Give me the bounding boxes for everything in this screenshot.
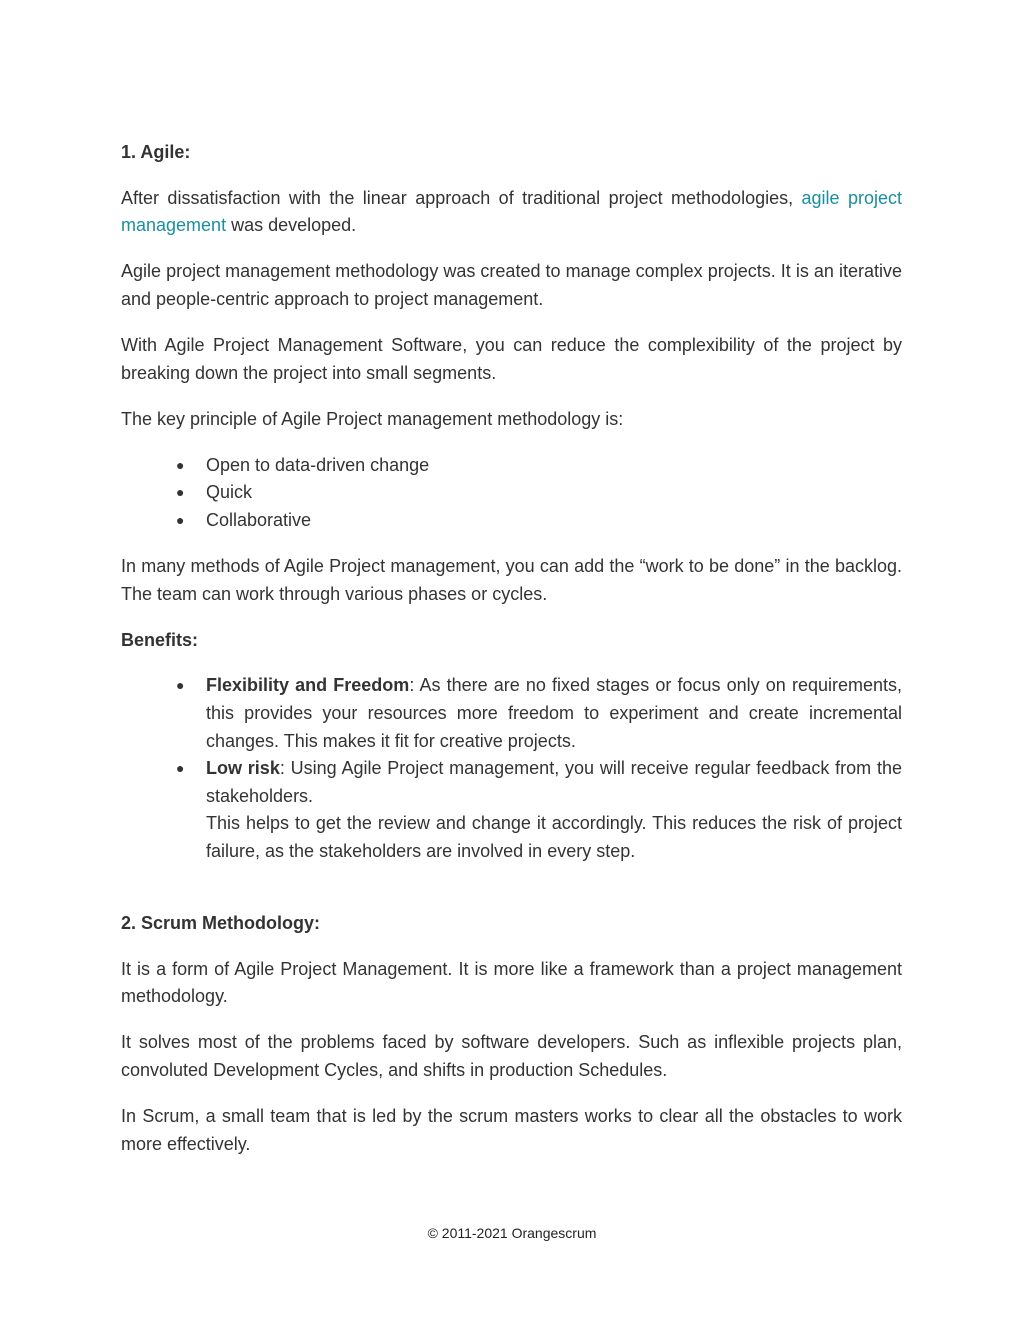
list-item (121, 452, 902, 480)
paragraph-scrum-problems: It solves most of the problems faced by software developers. Such as inflexible projects plan, convoluted Development Cycles, and shifts in production Schedules. (121, 1032, 902, 1080)
paragraph-agile-software: With Agile Project Management Software, you can reduce the complexibility of the project by breaking down the project into small segments. (121, 334, 902, 383)
bullet-icon: ● (176, 677, 185, 694)
bullet-icon: ● (176, 760, 185, 777)
paragraph-scrum-definition: It is a form of Agile Project Management. It is more like a framework than a project management methodology. (121, 958, 902, 1007)
bullet-icon: ● (176, 511, 185, 528)
section-heading-agile: 1. Agile: (121, 142, 191, 162)
benefits-list (121, 672, 902, 865)
paragraph-key-principle: The key principle of Agile Project management methodology is: (121, 408, 624, 429)
bullet-icon: ● (176, 484, 185, 501)
list-item (121, 672, 902, 755)
list-item (121, 755, 902, 865)
list-item (121, 507, 902, 535)
paragraph-agile-intro (121, 185, 902, 240)
list-item-text: Quick (206, 482, 253, 503)
benefit-text: : Using Agile Project management, you will receive regular feedback from the stakeholders. (206, 758, 902, 806)
paragraph-backlog: In many methods of Agile Project management, you can add the “work to be done” in the backlog. The team can work through various phases or cycles. (121, 556, 902, 604)
principles-list (121, 452, 902, 535)
paragraph-text: was developed. (226, 215, 357, 236)
section-heading-scrum: 2. Scrum Methodology: (121, 912, 321, 933)
list-item (121, 479, 902, 507)
list-item-text: Open to data-driven change (206, 454, 430, 475)
list-item-text: Collaborative (206, 509, 312, 530)
paragraph-text: After dissatisfaction with the linear approach of traditional project methodologies, (121, 187, 802, 208)
benefit-title: Flexibility and Freedom (206, 675, 410, 696)
page-footer-copyright: © 2011-2021 Orangescrum (427, 1225, 597, 1241)
paragraph-scrum-team: In Scrum, a small team that is led by the scrum masters works to clear all the obstacles to work more effectively. (121, 1105, 902, 1154)
document-body (121, 139, 902, 1177)
paragraph-agile-definition: Agile project management methodology was created to manage complex projects. It is an iterative and people-centric approach to project management. (121, 261, 902, 309)
bullet-icon: ● (176, 456, 185, 473)
benefit-text: : As there are no fixed stages or focus only on requirements, this provides your resources more freedom to experiment and create incremental changes. This makes it fit for creative projects. (206, 675, 903, 751)
benefits-heading: Benefits: (121, 629, 199, 650)
benefit-title: Low risk (206, 758, 280, 779)
section-spacer (121, 884, 902, 910)
agile-project-management-link[interactable]: agile project management (121, 187, 903, 236)
benefit-text-continued: This helps to get the review and change it accordingly. This reduces the risk of project failure, as the stakeholders are involved in every step. (206, 813, 902, 861)
